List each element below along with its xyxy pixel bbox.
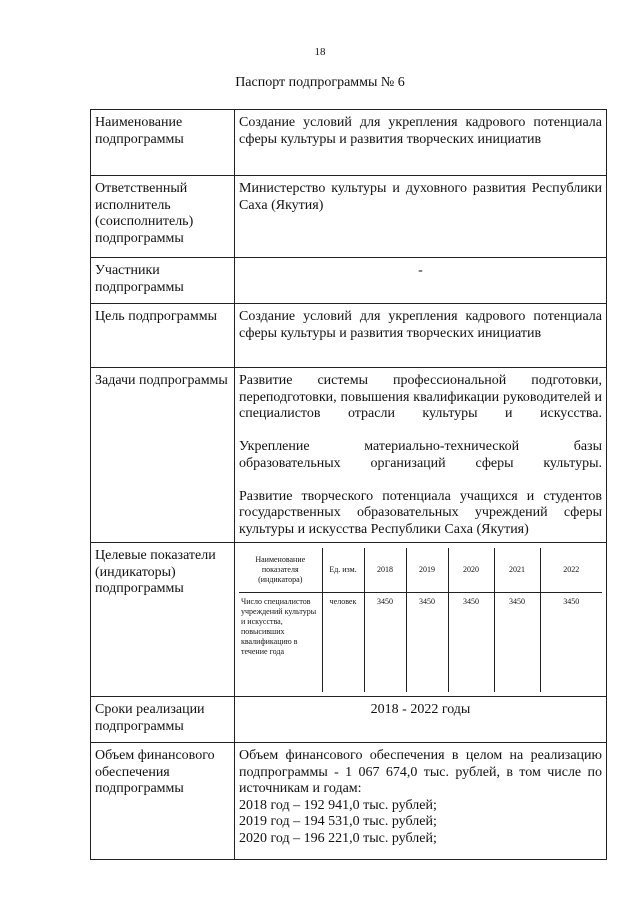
row-label-goal: Цель подпрограммы xyxy=(91,304,235,368)
indicators-table xyxy=(239,548,602,692)
row-label-timing: Сроки реализации подпрограммы xyxy=(91,697,235,743)
indicators-header-row xyxy=(239,548,602,592)
row-label-name: Наименование подпрограммы xyxy=(91,110,235,176)
indicator-value: 3450 xyxy=(448,592,494,692)
row-value-timing: 2018 - 2022 годы xyxy=(235,697,607,743)
indicators-cell xyxy=(235,543,607,697)
task-item: Развитие системы профессиональной подготовки, переподготовки, повышения квалификации руководителей и специалистов отрасли культуры и искусства. xyxy=(239,373,602,421)
table-row xyxy=(91,743,607,860)
row-label-tasks: Задачи подпрограммы xyxy=(91,368,235,543)
table-row xyxy=(91,304,607,368)
financing-year: 2018 год – 192 941,0 тыс. рублей; xyxy=(239,797,437,813)
row-label-participants: Участники подпрограммы xyxy=(91,258,235,304)
passport-table xyxy=(90,109,607,860)
table-row xyxy=(91,176,607,258)
row-label-indicators: Целевые показатели (индикаторы) подпрограммы xyxy=(91,543,235,697)
row-value-financing xyxy=(235,743,607,860)
indicator-header-year: 2021 xyxy=(494,548,540,592)
indicator-header-year: 2018 xyxy=(364,548,406,592)
row-value-name: Создание условий для укрепления кадрового потенциала сферы культуры и развития творческих инициатив xyxy=(235,110,607,176)
row-label-executor: Ответственный исполнитель (соисполнитель) подпрограммы xyxy=(91,176,235,258)
financing-year: 2020 год – 196 221,0 тыс. рублей; xyxy=(239,830,437,846)
page-title: Паспорт подпрограммы № 6 xyxy=(235,75,405,90)
indicator-unit: человек xyxy=(322,592,364,692)
row-value-executor: Министерство культуры и духовного развития Республики Саха (Якутия) xyxy=(235,176,607,258)
table-row xyxy=(91,543,607,697)
indicator-header-year: 2020 xyxy=(448,548,494,592)
indicator-header-year: 2022 xyxy=(540,548,602,592)
indicator-value: 3450 xyxy=(494,592,540,692)
task-item: Укрепление материально-технической базы образовательных организаций сферы культуры. xyxy=(239,439,602,471)
indicator-value: 3450 xyxy=(364,592,406,692)
indicator-value: 3450 xyxy=(540,592,602,692)
financing-year: 2019 год – 194 531,0 тыс. рублей; xyxy=(239,814,437,829)
page-number: 18 xyxy=(314,46,326,58)
table-row xyxy=(91,697,607,743)
task-item: Развитие творческого потенциала учащихся и студентов государственных образовательных учреждений сферы культуры и искусства Республики Саха (Якутия) xyxy=(239,488,602,537)
row-value-goal: Создание условий для укрепления кадрового потенциала сферы культуры и развития творческих инициатив xyxy=(235,304,607,368)
table-row xyxy=(91,258,607,304)
table-row xyxy=(91,110,607,176)
financing-total: Объем финансового обеспечения в целом на реализацию подпрограммы - 1 067 674,0 тыс. рублей, в том числе по источникам и годам: xyxy=(239,748,602,796)
indicator-header-name: Наименование показателя (индикатора) xyxy=(239,548,322,592)
indicators-data-row xyxy=(239,592,602,692)
row-value-tasks xyxy=(235,368,607,543)
row-value-participants: - xyxy=(235,258,607,304)
row-label-financing: Объем финансового обеспечения подпрограммы xyxy=(91,743,235,860)
indicator-value: 3450 xyxy=(406,592,448,692)
indicator-name: Число специалистов учреждений культуры и искусства, повысивших квалификацию в течение года xyxy=(239,592,322,692)
indicator-header-unit: Ед. изм. xyxy=(322,548,364,592)
indicator-header-year: 2019 xyxy=(406,548,448,592)
table-row xyxy=(91,368,607,543)
